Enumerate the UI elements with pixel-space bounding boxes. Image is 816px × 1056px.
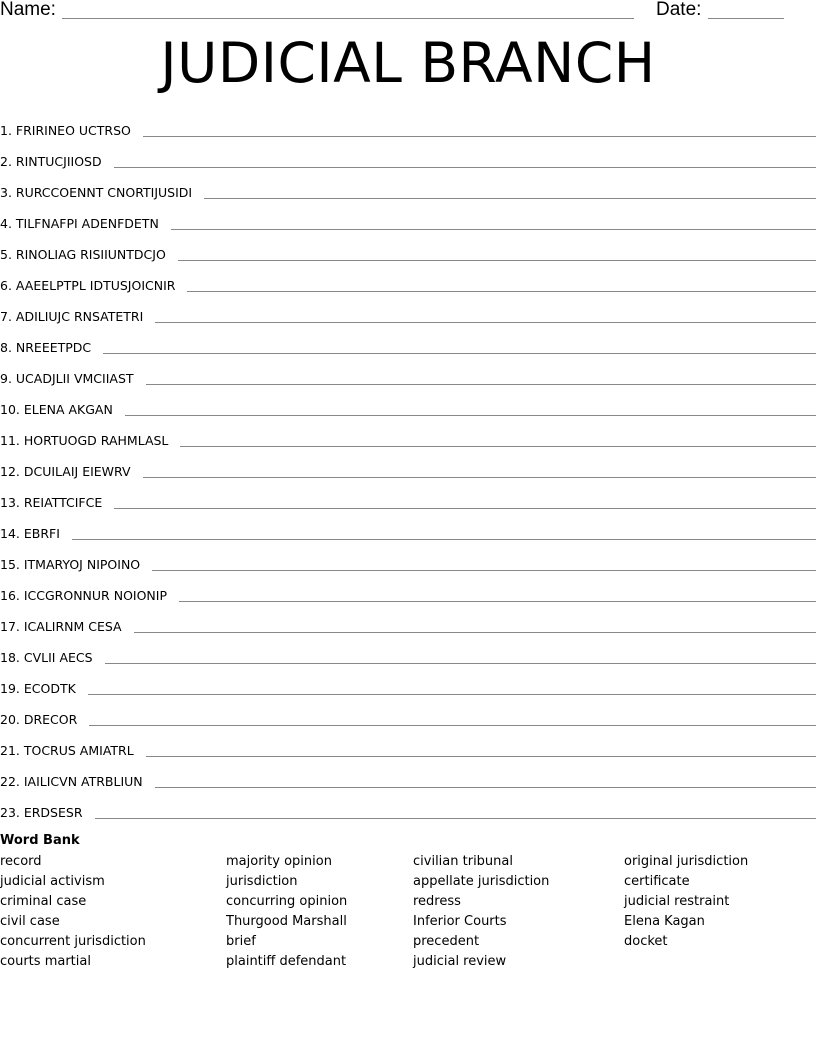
word-bank-column	[624, 852, 748, 952]
answer-line[interactable]	[125, 415, 816, 416]
question-row	[0, 141, 816, 172]
answer-line[interactable]	[134, 632, 816, 633]
scrambled-word: 1. FRIRINEO UCTRSO	[0, 123, 131, 138]
scrambled-word: 22. IAILICVN ATRBLIUN	[0, 774, 143, 789]
question-row	[0, 544, 816, 575]
scrambled-word: 12. DCUILAIJ EIEWRV	[0, 464, 131, 479]
answer-line[interactable]	[187, 291, 816, 292]
word-bank	[0, 832, 816, 969]
word-bank-column	[413, 852, 549, 972]
word-bank-item: judicial review	[413, 954, 507, 969]
scrambled-word: 18. CVLII AECS	[0, 650, 93, 665]
answer-line[interactable]	[114, 508, 816, 509]
word-bank-item: Thurgood Marshall	[226, 914, 347, 929]
scrambled-word: 7. ADILIUJC RNSATETRI	[0, 309, 144, 324]
word-bank-item: certificate	[624, 874, 690, 889]
question-row	[0, 606, 816, 637]
word-bank-item: docket	[624, 934, 668, 949]
page-title: JUDICIAL BRANCH	[160, 31, 656, 95]
question-row	[0, 234, 816, 265]
word-bank-item: concurring opinion	[226, 894, 348, 909]
question-row	[0, 389, 816, 420]
question-row	[0, 668, 816, 699]
word-bank-item: courts martial	[0, 954, 91, 969]
scrambled-word: 21. TOCRUS AMIATRL	[0, 743, 134, 758]
answer-line[interactable]	[72, 539, 816, 540]
word-bank-item: plaintiff defendant	[226, 954, 347, 969]
question-row	[0, 327, 816, 358]
answer-line[interactable]	[88, 694, 816, 695]
name-label: Name:	[0, 0, 56, 20]
answer-line[interactable]	[105, 663, 816, 664]
word-bank-item: Elena Kagan	[624, 914, 705, 929]
scrambled-word: 10. ELENA AKGAN	[0, 402, 113, 417]
answer-line[interactable]	[180, 446, 816, 447]
question-list	[0, 110, 816, 823]
scrambled-word: 11. HORTUOGD RAHMLASL	[0, 433, 169, 448]
answer-line[interactable]	[204, 198, 816, 199]
answer-line[interactable]	[146, 384, 816, 385]
answer-line[interactable]	[178, 260, 816, 261]
scrambled-word: 13. REIATTCIFCE	[0, 495, 103, 510]
word-bank-title: Word Bank	[0, 833, 80, 848]
scrambled-word: 4. TILFNAFPI ADENFDETN	[0, 216, 159, 231]
word-bank-item: civil case	[0, 914, 60, 929]
question-row	[0, 637, 816, 668]
date-label: Date:	[656, 0, 702, 20]
word-bank-item: civilian tribunal	[413, 854, 513, 869]
question-row	[0, 203, 816, 234]
scrambled-word: 23. ERDSESR	[0, 805, 83, 820]
question-row	[0, 420, 816, 451]
answer-line[interactable]	[143, 136, 816, 137]
date-blank-line[interactable]	[708, 18, 784, 19]
word-bank-column	[0, 852, 146, 972]
word-bank-item: appellate jurisdiction	[413, 874, 550, 889]
header	[0, 0, 816, 24]
question-row	[0, 792, 816, 823]
question-row	[0, 172, 816, 203]
scrambled-word: 6. AAEELPTPL IDTUSJOICNIR	[0, 278, 176, 293]
answer-line[interactable]	[143, 477, 816, 478]
scrambled-word: 19. ECODTK	[0, 681, 76, 696]
word-bank-item: redress	[413, 894, 461, 909]
scrambled-word: 5. RINOLIAG RISIIUNTDCJO	[0, 247, 166, 262]
question-row	[0, 482, 816, 513]
answer-line[interactable]	[114, 167, 816, 168]
answer-line[interactable]	[152, 570, 816, 571]
name-blank-line[interactable]	[62, 18, 634, 19]
word-bank-item: criminal case	[0, 894, 87, 909]
scrambled-word: 3. RURCCOENNT CNORTIJUSIDI	[0, 185, 193, 200]
answer-line[interactable]	[103, 353, 816, 354]
answer-line[interactable]	[89, 725, 816, 726]
scrambled-word: 2. RINTUCJIIOSD	[0, 154, 102, 169]
answer-line[interactable]	[179, 601, 816, 602]
word-bank-item: precedent	[413, 934, 480, 949]
scrambled-word: 16. ICCGRONNUR NOIONIP	[0, 588, 168, 603]
scrambled-word: 15. ITMARYOJ NIPOINO	[0, 557, 141, 572]
word-bank-item: jurisdiction	[226, 874, 298, 889]
word-bank-item: original jurisdiction	[624, 854, 749, 869]
question-row	[0, 575, 816, 606]
question-row	[0, 296, 816, 327]
scrambled-word: 8. NREEETPDC	[0, 340, 92, 355]
word-bank-item: judicial activism	[0, 874, 105, 889]
answer-line[interactable]	[146, 756, 816, 757]
question-row	[0, 699, 816, 730]
question-row	[0, 513, 816, 544]
answer-line[interactable]	[95, 818, 816, 819]
answer-line[interactable]	[171, 229, 816, 230]
word-bank-item: concurrent jurisdiction	[0, 934, 146, 949]
answer-line[interactable]	[155, 787, 816, 788]
question-row	[0, 451, 816, 482]
scrambled-word: 14. EBRFI	[0, 526, 60, 541]
question-row	[0, 110, 816, 141]
scrambled-word: 17. ICALIRNM CESA	[0, 619, 122, 634]
question-row	[0, 358, 816, 389]
word-bank-column	[226, 852, 347, 972]
question-row	[0, 265, 816, 296]
word-bank-item: brief	[226, 934, 256, 949]
scrambled-word: 20. DRECOR	[0, 712, 78, 727]
question-row	[0, 730, 816, 761]
answer-line[interactable]	[155, 322, 816, 323]
scrambled-word: 9. UCADJLII VMCIIAST	[0, 371, 134, 386]
word-bank-item: majority opinion	[226, 854, 332, 869]
word-bank-item: record	[0, 854, 42, 869]
word-bank-item: Inferior Courts	[413, 914, 507, 929]
question-row	[0, 761, 816, 792]
word-bank-item: judicial restraint	[624, 894, 730, 909]
